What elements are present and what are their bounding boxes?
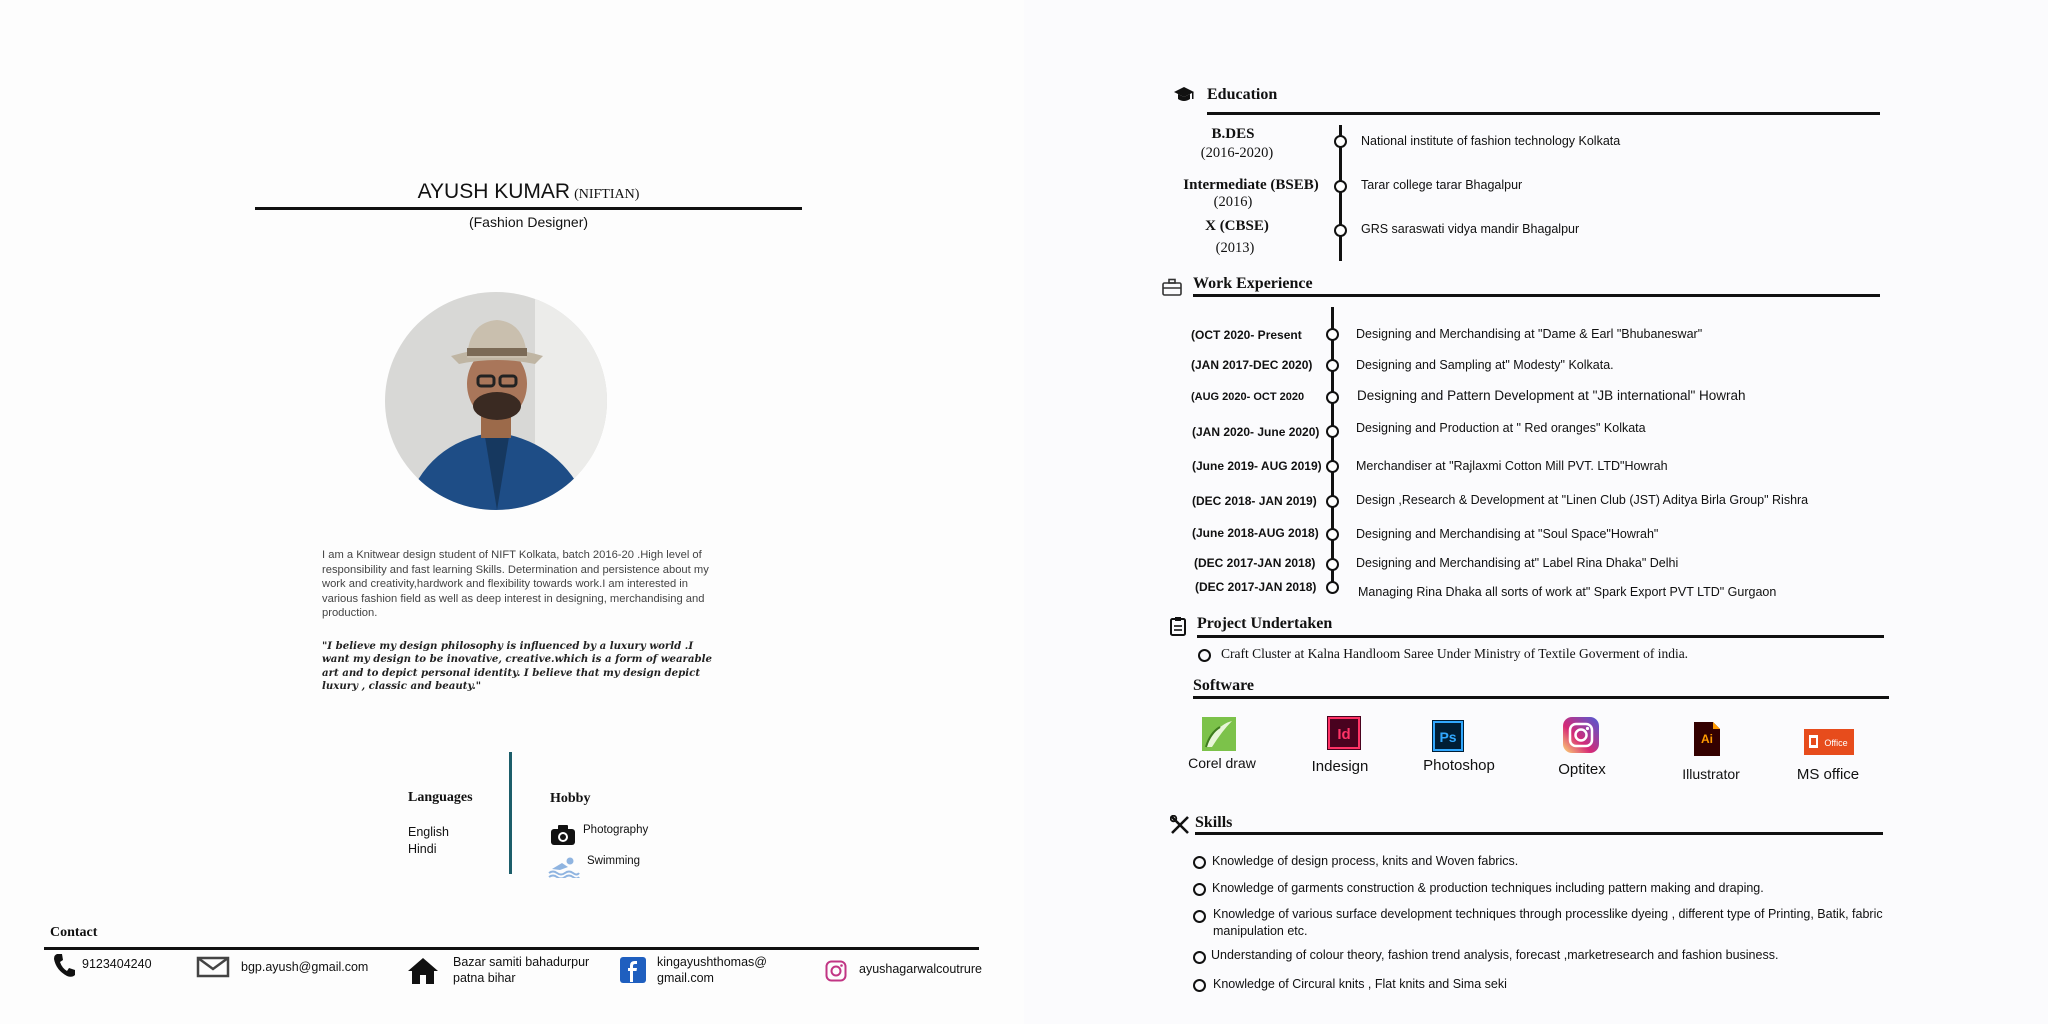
instagram-icon — [1563, 717, 1599, 758]
software-label: Illustrator — [1682, 766, 1740, 782]
skills-title: Skills — [1195, 814, 1233, 831]
education-underline — [1207, 112, 1880, 115]
indesign-icon — [1327, 716, 1361, 755]
skill-bullet — [1193, 979, 1206, 992]
hobby-item: Photography — [583, 824, 649, 836]
timeline-dot — [1326, 460, 1339, 473]
software-label: MS office — [1796, 766, 1860, 783]
coreldraw-icon — [1202, 717, 1236, 756]
skill-item: Understanding of colour theory, fashion trend analysis, forecast ,marketresearch and fashion business. — [1211, 948, 1779, 962]
education-institute: Tarar college tarar Bhagalpur — [1361, 178, 1523, 192]
briefcase-icon — [1162, 278, 1182, 301]
work-role: Designing and Production at " Red oranges" Kolkata — [1356, 421, 1646, 435]
section-divider — [509, 752, 512, 874]
instagram-icon — [825, 960, 847, 987]
software-label: Indesign — [1311, 758, 1369, 775]
about-text: I am a Knitwear design student of NIFT Kolkata, batch 2016-20 .High level of responsibility and fast learning Skills. Determination and persistence about my work and creativity,hardwork and flexibility towards work.I am interested in various fashion field as well as deep interest in designing, merchandising and production. — [322, 549, 709, 620]
timeline-dot — [1334, 180, 1347, 193]
svg-text:Office: Office — [1824, 738, 1848, 748]
graduation-cap-icon — [1173, 86, 1195, 109]
design-philosophy-quote: "I believe my design philosophy is influenced by a luxury world .I want my design to be inovative, creative.which is a form of wearable art and to depict personal identity. I believe that my design depict luxury , classic and beauty." — [322, 640, 712, 693]
work-date: (JAN 2017-DEC 2020) — [1191, 358, 1313, 372]
work-role: Designing and Merchandising at "Dame & Earl "Bhubaneswar" — [1356, 327, 1703, 341]
languages-title: Languages — [408, 790, 473, 805]
education-degree: X (CBSE) — [1205, 218, 1269, 234]
phone-number[interactable]: 9123404240 — [82, 957, 152, 971]
education-year: (2013) — [1215, 240, 1255, 256]
right-page — [1024, 0, 2048, 1024]
work-date: (June 2019- AUG 2019) — [1192, 459, 1322, 473]
facebook-line: kingayushthomas@ — [657, 955, 767, 969]
address — [453, 954, 589, 986]
facebook-account[interactable] — [657, 954, 767, 986]
software-label: Photoshop — [1423, 757, 1495, 774]
education-title: Education — [1207, 86, 1278, 103]
work-date: (AUG 2020- OCT 2020 — [1191, 391, 1305, 403]
svg-text:Id: Id — [1337, 726, 1351, 743]
instagram-handle[interactable]: ayushagarwalcoutrure — [859, 962, 982, 976]
profile-name — [255, 180, 802, 204]
timeline-dot — [1326, 495, 1339, 508]
work-role: Designing and Merchandising at "Soul Space"Howrah" — [1356, 527, 1659, 541]
timeline-dot — [1334, 224, 1347, 237]
work-underline — [1193, 294, 1880, 297]
work-role: Managing Rina Dhaka all sorts of work at" Spark Export PVT LTD" Gurgaon — [1358, 585, 1777, 599]
education-degree: Intermediate (BSEB) — [1183, 177, 1319, 193]
camera-icon — [550, 824, 576, 851]
work-date: (June 2018-AUG 2018) — [1192, 526, 1319, 540]
ms-office-icon — [1804, 729, 1854, 760]
photoshop-icon — [1432, 720, 1464, 757]
project-underline — [1197, 635, 1884, 638]
education-institute: National institute of fashion technology Kolkata — [1361, 134, 1621, 148]
facebook-icon — [620, 957, 646, 988]
work-role: Merchandiser at "Rajlaxmi Cotton Mill PVT. LTD"Howrah — [1356, 459, 1668, 473]
swimming-icon — [548, 856, 580, 883]
work-role: Design ,Research & Development at "Linen Club (JST) Aditya Birla Group" Rishra — [1356, 493, 1809, 507]
skills-underline — [1195, 832, 1883, 835]
svg-text:Ps: Ps — [1439, 729, 1457, 745]
timeline-dot — [1326, 528, 1339, 541]
timeline-dot — [1326, 425, 1339, 438]
contact-underline — [44, 947, 979, 950]
project-text: Craft Cluster at Kalna Handloom Saree Under Ministry of Textile Goverment of india. — [1221, 646, 1689, 661]
mail-icon — [196, 956, 230, 983]
name-underline — [255, 207, 802, 210]
nickname-text: (NIFTIAN) — [574, 187, 640, 202]
work-date: (DEC 2017-JAN 2018) — [1194, 556, 1316, 570]
timeline-dot — [1326, 359, 1339, 372]
name-text: AYUSH KUMAR — [417, 180, 571, 203]
work-timeline — [1331, 307, 1334, 593]
skill-bullet — [1193, 910, 1206, 923]
education-degree: B.DES — [1211, 126, 1255, 142]
svg-text:Ai: Ai — [1701, 732, 1713, 746]
education-year: (2016-2020) — [1200, 145, 1274, 161]
profile-role: (Fashion Designer) — [468, 214, 589, 230]
skill-item: Knowledge of Circural knits , Flat knits and Sima seki — [1213, 977, 1507, 991]
timeline-dot — [1326, 581, 1339, 594]
work-date: (OCT 2020- Present — [1191, 328, 1302, 342]
work-date: (JAN 2020- June 2020) — [1192, 425, 1320, 439]
skill-item: Knowledge of design process, knits and Woven fabrics. — [1212, 854, 1519, 868]
work-date: (DEC 2018- JAN 2019) — [1192, 494, 1317, 508]
skill-item: Knowledge of various surface development techniques through processlike dyeing , different type of Printing, Batik, fabric manipulation etc. — [1213, 907, 1883, 938]
software-label: Optitex — [1558, 761, 1606, 778]
software-label: Corel draw — [1188, 755, 1256, 771]
address-line: patna bihar — [453, 971, 516, 985]
timeline-dot — [1334, 135, 1347, 148]
hobby-title: Hobby — [550, 791, 591, 806]
skill-bullet — [1193, 856, 1206, 869]
project-title: Project Undertaken — [1197, 615, 1333, 632]
language-item: Hindi — [408, 842, 437, 856]
home-icon — [407, 957, 439, 990]
education-institute: GRS saraswati vidya mandir Bhagalpur — [1361, 222, 1580, 236]
project-clipboard-icon — [1169, 616, 1187, 641]
email-address[interactable]: bgp.ayush@gmail.com — [241, 960, 369, 974]
contact-title: Contact — [50, 925, 98, 940]
tools-icon — [1170, 815, 1190, 840]
address-line: Bazar samiti bahadurpur — [453, 955, 590, 969]
software-underline — [1193, 696, 1889, 699]
work-date: (DEC 2017-JAN 2018) — [1195, 580, 1317, 594]
timeline-dot — [1326, 328, 1339, 341]
skill-bullet — [1193, 883, 1206, 896]
hobby-item: Swimming — [587, 855, 641, 867]
work-role: Designing and Pattern Development at "JB international" Howrah — [1357, 388, 1746, 403]
skill-item: Knowledge of garments construction & production techniques including pattern making and draping. — [1212, 881, 1764, 895]
phone-icon — [52, 952, 76, 983]
software-title: Software — [1193, 677, 1255, 694]
education-year: (2016) — [1213, 194, 1253, 210]
facebook-line: gmail.com — [657, 971, 714, 985]
project-bullet — [1198, 649, 1211, 662]
work-role: Designing and Sampling at" Modesty" Kolkata. — [1356, 358, 1614, 372]
timeline-dot — [1326, 391, 1339, 404]
illustrator-icon — [1693, 721, 1721, 762]
work-title: Work Experience — [1193, 275, 1313, 292]
timeline-dot — [1326, 558, 1339, 571]
skill-bullet — [1193, 951, 1206, 964]
profile-photo — [385, 292, 607, 510]
language-item: English — [408, 825, 449, 839]
work-role: Designing and Merchandising at" Label Rina Dhaka" Delhi — [1356, 556, 1679, 570]
